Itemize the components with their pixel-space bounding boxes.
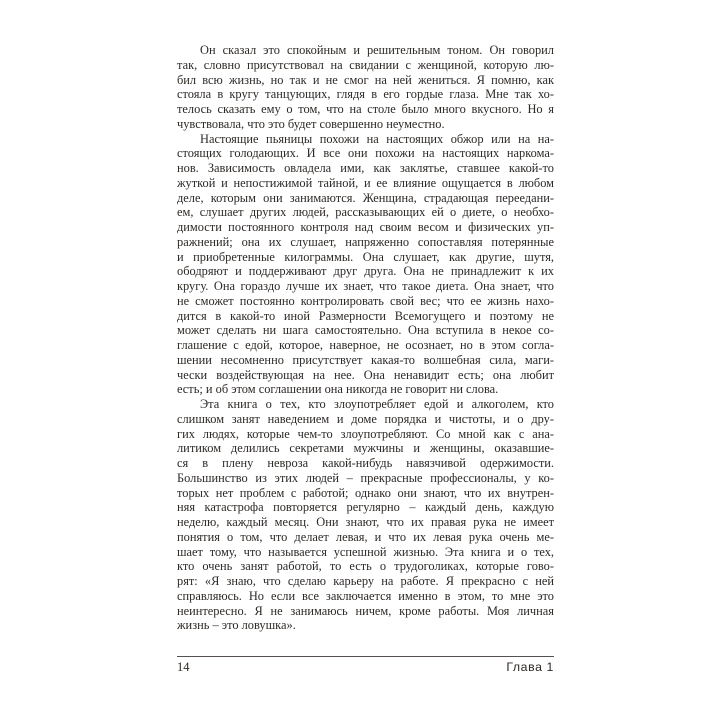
- text-line: ем, слушает других людей, рассказывающих ей о диете, о необхо-: [177, 205, 554, 220]
- paragraph: [177, 43, 554, 132]
- text-line: литиком делились секретами мужчины и женщины, оказавшие-: [177, 441, 554, 456]
- page-number: 14: [177, 660, 190, 674]
- text-line: рят: «Я знаю, что сделаю карьеру на работе. Я прекрасно с ней: [177, 574, 554, 588]
- text-line: слишком занят наведением и доме порядка и чистоты, и о дру-: [177, 411, 554, 426]
- text-line: шении несомненно присутствует какая-то волшебная сила, маги-: [177, 352, 554, 367]
- text-line: и приобретенные килограммы. Она слушает, как другие, шутя,: [177, 249, 554, 264]
- text-line: шает тому, что называется успешной жизнью. Эта книга и о тех,: [177, 544, 554, 559]
- page-footer: [177, 656, 554, 675]
- footer-row: [177, 657, 554, 675]
- text-line: Он сказал это спокойным и решительным тоном. Он говорил: [200, 43, 554, 57]
- chapter-label: Глава 1: [506, 660, 554, 674]
- text-line: чувствовала, что это будет совершенно неуместно.: [177, 116, 445, 131]
- text-line: торых нет проблем с работой; однако они знают, что их внутрен-: [177, 485, 554, 500]
- text-line: не сможет постоянно контролировать свой вес; что ее жизнь нахо-: [177, 293, 554, 308]
- text-line: глашение с едой, которое, наверное, не осознает, но в этом согла-: [177, 338, 554, 352]
- text-line: телось сказать ему о том, что на столе было много вкусного. Но я: [177, 102, 554, 116]
- text-line: есть; и об этом соглашении она никогда не говорит ни слова.: [177, 382, 499, 397]
- text-line: бил всю жизнь, но так и не смог на ней жениться. Я помню, как: [177, 72, 554, 87]
- text-line: нов. Зависимость овладела ими, как заклятье, ставшее какой-то: [177, 161, 554, 175]
- text-line: димости постоянного контроля над своим весом и физических уп-: [177, 220, 554, 234]
- text-line: справляюсь. Но если все заключается именно в этом, то мне это: [177, 588, 554, 603]
- text-line: Настоящие пьяницы похожи на настоящих обжор или на на-: [200, 131, 554, 146]
- text-line: может сделать ни шага самостоятельно. Она вступила в некое со-: [177, 323, 554, 338]
- text-line: ся в плену невроза какой-нибудь навязчивой одержимости.: [177, 456, 554, 470]
- text-line: дится в какой-то иной Размерности Всемогущего и поэтому не: [177, 308, 554, 323]
- text-block: [177, 43, 554, 633]
- text-line: няя катастрофа повторяется регулярно – каждый день, каждую: [177, 500, 554, 515]
- text-line: стоящих голодающих. И все они похожи на настоящих наркома-: [177, 146, 554, 161]
- text-line: понятия о том, что делает левая, и что их левая рука очень ме-: [177, 529, 554, 544]
- text-line: жизнь – это ловушка».: [177, 618, 296, 633]
- text-line: кто очень занят работой, то есть о трудоголиках, которые гово-: [177, 559, 554, 574]
- text-line: Большинство из этих людей – прекрасные профессионалы, у ко-: [177, 470, 554, 485]
- text-line: ражнений; она их слушает, напряженно сопоставляя потерянные: [177, 234, 554, 249]
- text-line: неинтересно. Я не занимаюсь ничем, кроме работы. Моя личная: [177, 603, 554, 618]
- text-line: деле, которым они занимаются. Женщина, страдающая переедани-: [177, 190, 554, 205]
- text-line: ободряют и поддерживают друг друга. Она не принадлежит к их: [177, 264, 554, 279]
- paragraph: [177, 132, 554, 398]
- text-line: чески воздействующая на нее. Она ненавидит есть; она любит: [177, 367, 554, 382]
- text-line: неделю, каждый месяц. Они знают, что их правая рука не имеет: [177, 515, 554, 529]
- text-line: жуткой и непостижимой тайной, и ее влияние ощущается в любом: [177, 175, 554, 190]
- paragraph: [177, 397, 554, 633]
- text-line: стояла в кругу танцующих, глядя в его гордые глаза. Мне так хо-: [177, 87, 554, 102]
- text-line: гих людях, которые чем-то злоупотребляют. Со мной как с ана-: [177, 426, 554, 441]
- text-line: так, словно присутствовал на свидании с женщиной, которую лю-: [177, 57, 554, 72]
- text-line: кругу. Она гораздо лучше их знает, что такое диета. Она знает, что: [177, 279, 554, 293]
- text-line: Эта книга о тех, кто злоупотребляет едой и алкоголем, кто: [200, 397, 554, 411]
